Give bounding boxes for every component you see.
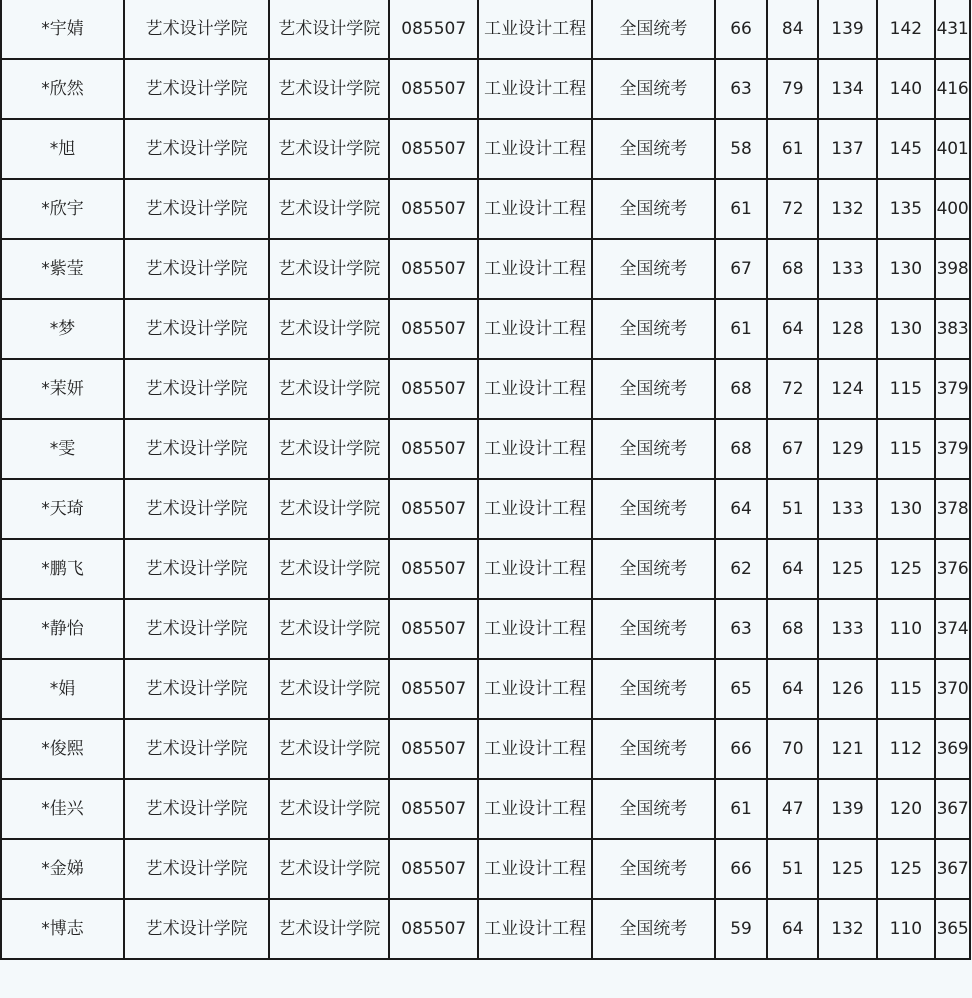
total-score-cell: 367	[935, 779, 970, 839]
politics-score-cell: 68	[715, 419, 767, 479]
politics-score-cell: 61	[715, 299, 767, 359]
total-score-cell: 369	[935, 719, 970, 779]
table-row	[1, 539, 970, 599]
politics-score-cell: 64	[715, 479, 767, 539]
subject2-score-cell: 115	[877, 359, 935, 419]
score-table-body	[1, 0, 970, 959]
major-name-cell: 工业设计工程	[478, 539, 592, 599]
subject1-score-cell: 121	[818, 719, 876, 779]
subject2-score-cell: 142	[877, 0, 935, 59]
subject1-score-cell: 125	[818, 539, 876, 599]
politics-score-cell: 66	[715, 719, 767, 779]
subject2-score-cell: 125	[877, 539, 935, 599]
english-score-cell: 51	[767, 479, 818, 539]
table-row	[1, 839, 970, 899]
exam-type-cell: 全国统考	[592, 0, 715, 59]
english-score-cell: 70	[767, 719, 818, 779]
exam-type-cell: 全国统考	[592, 239, 715, 299]
subject2-score-cell: 130	[877, 299, 935, 359]
subject1-score-cell: 125	[818, 839, 876, 899]
exam-type-cell: 全国统考	[592, 839, 715, 899]
politics-score-cell: 62	[715, 539, 767, 599]
major-code-cell: 085507	[389, 479, 478, 539]
subject1-score-cell: 133	[818, 479, 876, 539]
english-score-cell: 47	[767, 779, 818, 839]
major-code-cell: 085507	[389, 299, 478, 359]
subject1-score-cell: 124	[818, 359, 876, 419]
college-alt-cell: 艺术设计学院	[269, 119, 389, 179]
english-score-cell: 64	[767, 299, 818, 359]
college-alt-cell: 艺术设计学院	[269, 779, 389, 839]
politics-score-cell: 67	[715, 239, 767, 299]
major-name-cell: 工业设计工程	[478, 839, 592, 899]
table-row	[1, 659, 970, 719]
politics-score-cell: 61	[715, 779, 767, 839]
student-name-cell: *俊熙	[1, 719, 124, 779]
subject1-score-cell: 134	[818, 59, 876, 119]
major-code-cell: 085507	[389, 599, 478, 659]
major-code-cell: 085507	[389, 539, 478, 599]
english-score-cell: 64	[767, 659, 818, 719]
exam-type-cell: 全国统考	[592, 659, 715, 719]
total-score-cell: 398	[935, 239, 970, 299]
college-cell: 艺术设计学院	[124, 0, 269, 59]
college-alt-cell: 艺术设计学院	[269, 839, 389, 899]
college-cell: 艺术设计学院	[124, 119, 269, 179]
table-row	[1, 719, 970, 779]
english-score-cell: 68	[767, 599, 818, 659]
subject1-score-cell: 139	[818, 779, 876, 839]
english-score-cell: 61	[767, 119, 818, 179]
total-score-cell: 365	[935, 899, 970, 959]
major-name-cell: 工业设计工程	[478, 599, 592, 659]
major-code-cell: 085507	[389, 419, 478, 479]
subject2-score-cell: 110	[877, 599, 935, 659]
major-name-cell: 工业设计工程	[478, 239, 592, 299]
college-cell: 艺术设计学院	[124, 59, 269, 119]
major-name-cell: 工业设计工程	[478, 659, 592, 719]
major-code-cell: 085507	[389, 119, 478, 179]
subject2-score-cell: 125	[877, 839, 935, 899]
subject2-score-cell: 110	[877, 899, 935, 959]
exam-type-cell: 全国统考	[592, 419, 715, 479]
exam-type-cell: 全国统考	[592, 479, 715, 539]
student-name-cell: *博志	[1, 899, 124, 959]
exam-type-cell: 全国统考	[592, 539, 715, 599]
student-name-cell: *茉妍	[1, 359, 124, 419]
major-code-cell: 085507	[389, 899, 478, 959]
major-name-cell: 工业设计工程	[478, 0, 592, 59]
exam-type-cell: 全国统考	[592, 59, 715, 119]
politics-score-cell: 59	[715, 899, 767, 959]
exam-type-cell: 全国统考	[592, 779, 715, 839]
college-cell: 艺术设计学院	[124, 179, 269, 239]
student-name-cell: *雯	[1, 419, 124, 479]
table-row	[1, 899, 970, 959]
student-name-cell: *静怡	[1, 599, 124, 659]
subject1-score-cell: 139	[818, 0, 876, 59]
exam-type-cell: 全国统考	[592, 179, 715, 239]
table-row	[1, 299, 970, 359]
major-code-cell: 085507	[389, 0, 478, 59]
college-alt-cell: 艺术设计学院	[269, 479, 389, 539]
college-cell: 艺术设计学院	[124, 539, 269, 599]
student-name-cell: *金娣	[1, 839, 124, 899]
total-score-cell: 378	[935, 479, 970, 539]
college-cell: 艺术设计学院	[124, 239, 269, 299]
student-name-cell: *佳兴	[1, 779, 124, 839]
major-code-cell: 085507	[389, 359, 478, 419]
exam-type-cell: 全国统考	[592, 119, 715, 179]
subject1-score-cell: 133	[818, 599, 876, 659]
english-score-cell: 51	[767, 839, 818, 899]
college-alt-cell: 艺术设计学院	[269, 719, 389, 779]
subject2-score-cell: 115	[877, 659, 935, 719]
politics-score-cell: 65	[715, 659, 767, 719]
college-cell: 艺术设计学院	[124, 299, 269, 359]
english-score-cell: 84	[767, 0, 818, 59]
major-name-cell: 工业设计工程	[478, 419, 592, 479]
exam-type-cell: 全国统考	[592, 299, 715, 359]
college-alt-cell: 艺术设计学院	[269, 539, 389, 599]
table-row	[1, 239, 970, 299]
college-alt-cell: 艺术设计学院	[269, 179, 389, 239]
politics-score-cell: 61	[715, 179, 767, 239]
total-score-cell: 401	[935, 119, 970, 179]
major-name-cell: 工业设计工程	[478, 299, 592, 359]
major-name-cell: 工业设计工程	[478, 719, 592, 779]
subject2-score-cell: 140	[877, 59, 935, 119]
exam-type-cell: 全国统考	[592, 359, 715, 419]
subject2-score-cell: 120	[877, 779, 935, 839]
subject1-score-cell: 133	[818, 239, 876, 299]
politics-score-cell: 58	[715, 119, 767, 179]
politics-score-cell: 63	[715, 599, 767, 659]
subject1-score-cell: 132	[818, 179, 876, 239]
college-cell: 艺术设计学院	[124, 599, 269, 659]
subject2-score-cell: 130	[877, 239, 935, 299]
college-cell: 艺术设计学院	[124, 479, 269, 539]
college-cell: 艺术设计学院	[124, 779, 269, 839]
table-row	[1, 359, 970, 419]
student-name-cell: *梦	[1, 299, 124, 359]
total-score-cell: 370	[935, 659, 970, 719]
english-score-cell: 79	[767, 59, 818, 119]
student-name-cell: *紫莹	[1, 239, 124, 299]
major-name-cell: 工业设计工程	[478, 179, 592, 239]
total-score-cell: 374	[935, 599, 970, 659]
college-alt-cell: 艺术设计学院	[269, 419, 389, 479]
major-code-cell: 085507	[389, 179, 478, 239]
table-row	[1, 119, 970, 179]
english-score-cell: 72	[767, 359, 818, 419]
subject2-score-cell: 130	[877, 479, 935, 539]
total-score-cell: 431	[935, 0, 970, 59]
college-alt-cell: 艺术设计学院	[269, 239, 389, 299]
subject2-score-cell: 145	[877, 119, 935, 179]
exam-type-cell: 全国统考	[592, 719, 715, 779]
subject2-score-cell: 115	[877, 419, 935, 479]
table-row	[1, 179, 970, 239]
major-name-cell: 工业设计工程	[478, 479, 592, 539]
table-row	[1, 479, 970, 539]
politics-score-cell: 63	[715, 59, 767, 119]
major-code-cell: 085507	[389, 59, 478, 119]
major-name-cell: 工业设计工程	[478, 899, 592, 959]
english-score-cell: 64	[767, 899, 818, 959]
total-score-cell: 376	[935, 539, 970, 599]
subject2-score-cell: 112	[877, 719, 935, 779]
exam-type-cell: 全国统考	[592, 899, 715, 959]
major-code-cell: 085507	[389, 239, 478, 299]
student-name-cell: *旭	[1, 119, 124, 179]
major-code-cell: 085507	[389, 839, 478, 899]
college-alt-cell: 艺术设计学院	[269, 59, 389, 119]
student-name-cell: *欣宇	[1, 179, 124, 239]
major-name-cell: 工业设计工程	[478, 359, 592, 419]
exam-type-cell: 全国统考	[592, 599, 715, 659]
english-score-cell: 72	[767, 179, 818, 239]
table-row	[1, 419, 970, 479]
english-score-cell: 64	[767, 539, 818, 599]
student-name-cell: *欣然	[1, 59, 124, 119]
major-code-cell: 085507	[389, 659, 478, 719]
subject1-score-cell: 129	[818, 419, 876, 479]
college-alt-cell: 艺术设计学院	[269, 599, 389, 659]
politics-score-cell: 66	[715, 839, 767, 899]
subject1-score-cell: 128	[818, 299, 876, 359]
english-score-cell: 68	[767, 239, 818, 299]
college-cell: 艺术设计学院	[124, 419, 269, 479]
english-score-cell: 67	[767, 419, 818, 479]
major-code-cell: 085507	[389, 719, 478, 779]
college-cell: 艺术设计学院	[124, 719, 269, 779]
major-code-cell: 085507	[389, 779, 478, 839]
table-row	[1, 0, 970, 59]
student-name-cell: *天琦	[1, 479, 124, 539]
politics-score-cell: 66	[715, 0, 767, 59]
college-alt-cell: 艺术设计学院	[269, 0, 389, 59]
total-score-cell: 367	[935, 839, 970, 899]
total-score-cell: 379	[935, 359, 970, 419]
table-row	[1, 59, 970, 119]
student-name-cell: *宇婧	[1, 0, 124, 59]
major-name-cell: 工业设计工程	[478, 779, 592, 839]
total-score-cell: 400	[935, 179, 970, 239]
total-score-cell: 416	[935, 59, 970, 119]
college-alt-cell: 艺术设计学院	[269, 359, 389, 419]
college-cell: 艺术设计学院	[124, 839, 269, 899]
politics-score-cell: 68	[715, 359, 767, 419]
major-name-cell: 工业设计工程	[478, 119, 592, 179]
college-alt-cell: 艺术设计学院	[269, 659, 389, 719]
table-row	[1, 779, 970, 839]
college-cell: 艺术设计学院	[124, 659, 269, 719]
subject1-score-cell: 126	[818, 659, 876, 719]
major-name-cell: 工业设计工程	[478, 59, 592, 119]
total-score-cell: 379	[935, 419, 970, 479]
college-cell: 艺术设计学院	[124, 899, 269, 959]
subject2-score-cell: 135	[877, 179, 935, 239]
college-alt-cell: 艺术设计学院	[269, 899, 389, 959]
subject1-score-cell: 132	[818, 899, 876, 959]
subject1-score-cell: 137	[818, 119, 876, 179]
total-score-cell: 383	[935, 299, 970, 359]
student-name-cell: *鹏飞	[1, 539, 124, 599]
table-row	[1, 599, 970, 659]
college-cell: 艺术设计学院	[124, 359, 269, 419]
college-alt-cell: 艺术设计学院	[269, 299, 389, 359]
student-name-cell: *娟	[1, 659, 124, 719]
